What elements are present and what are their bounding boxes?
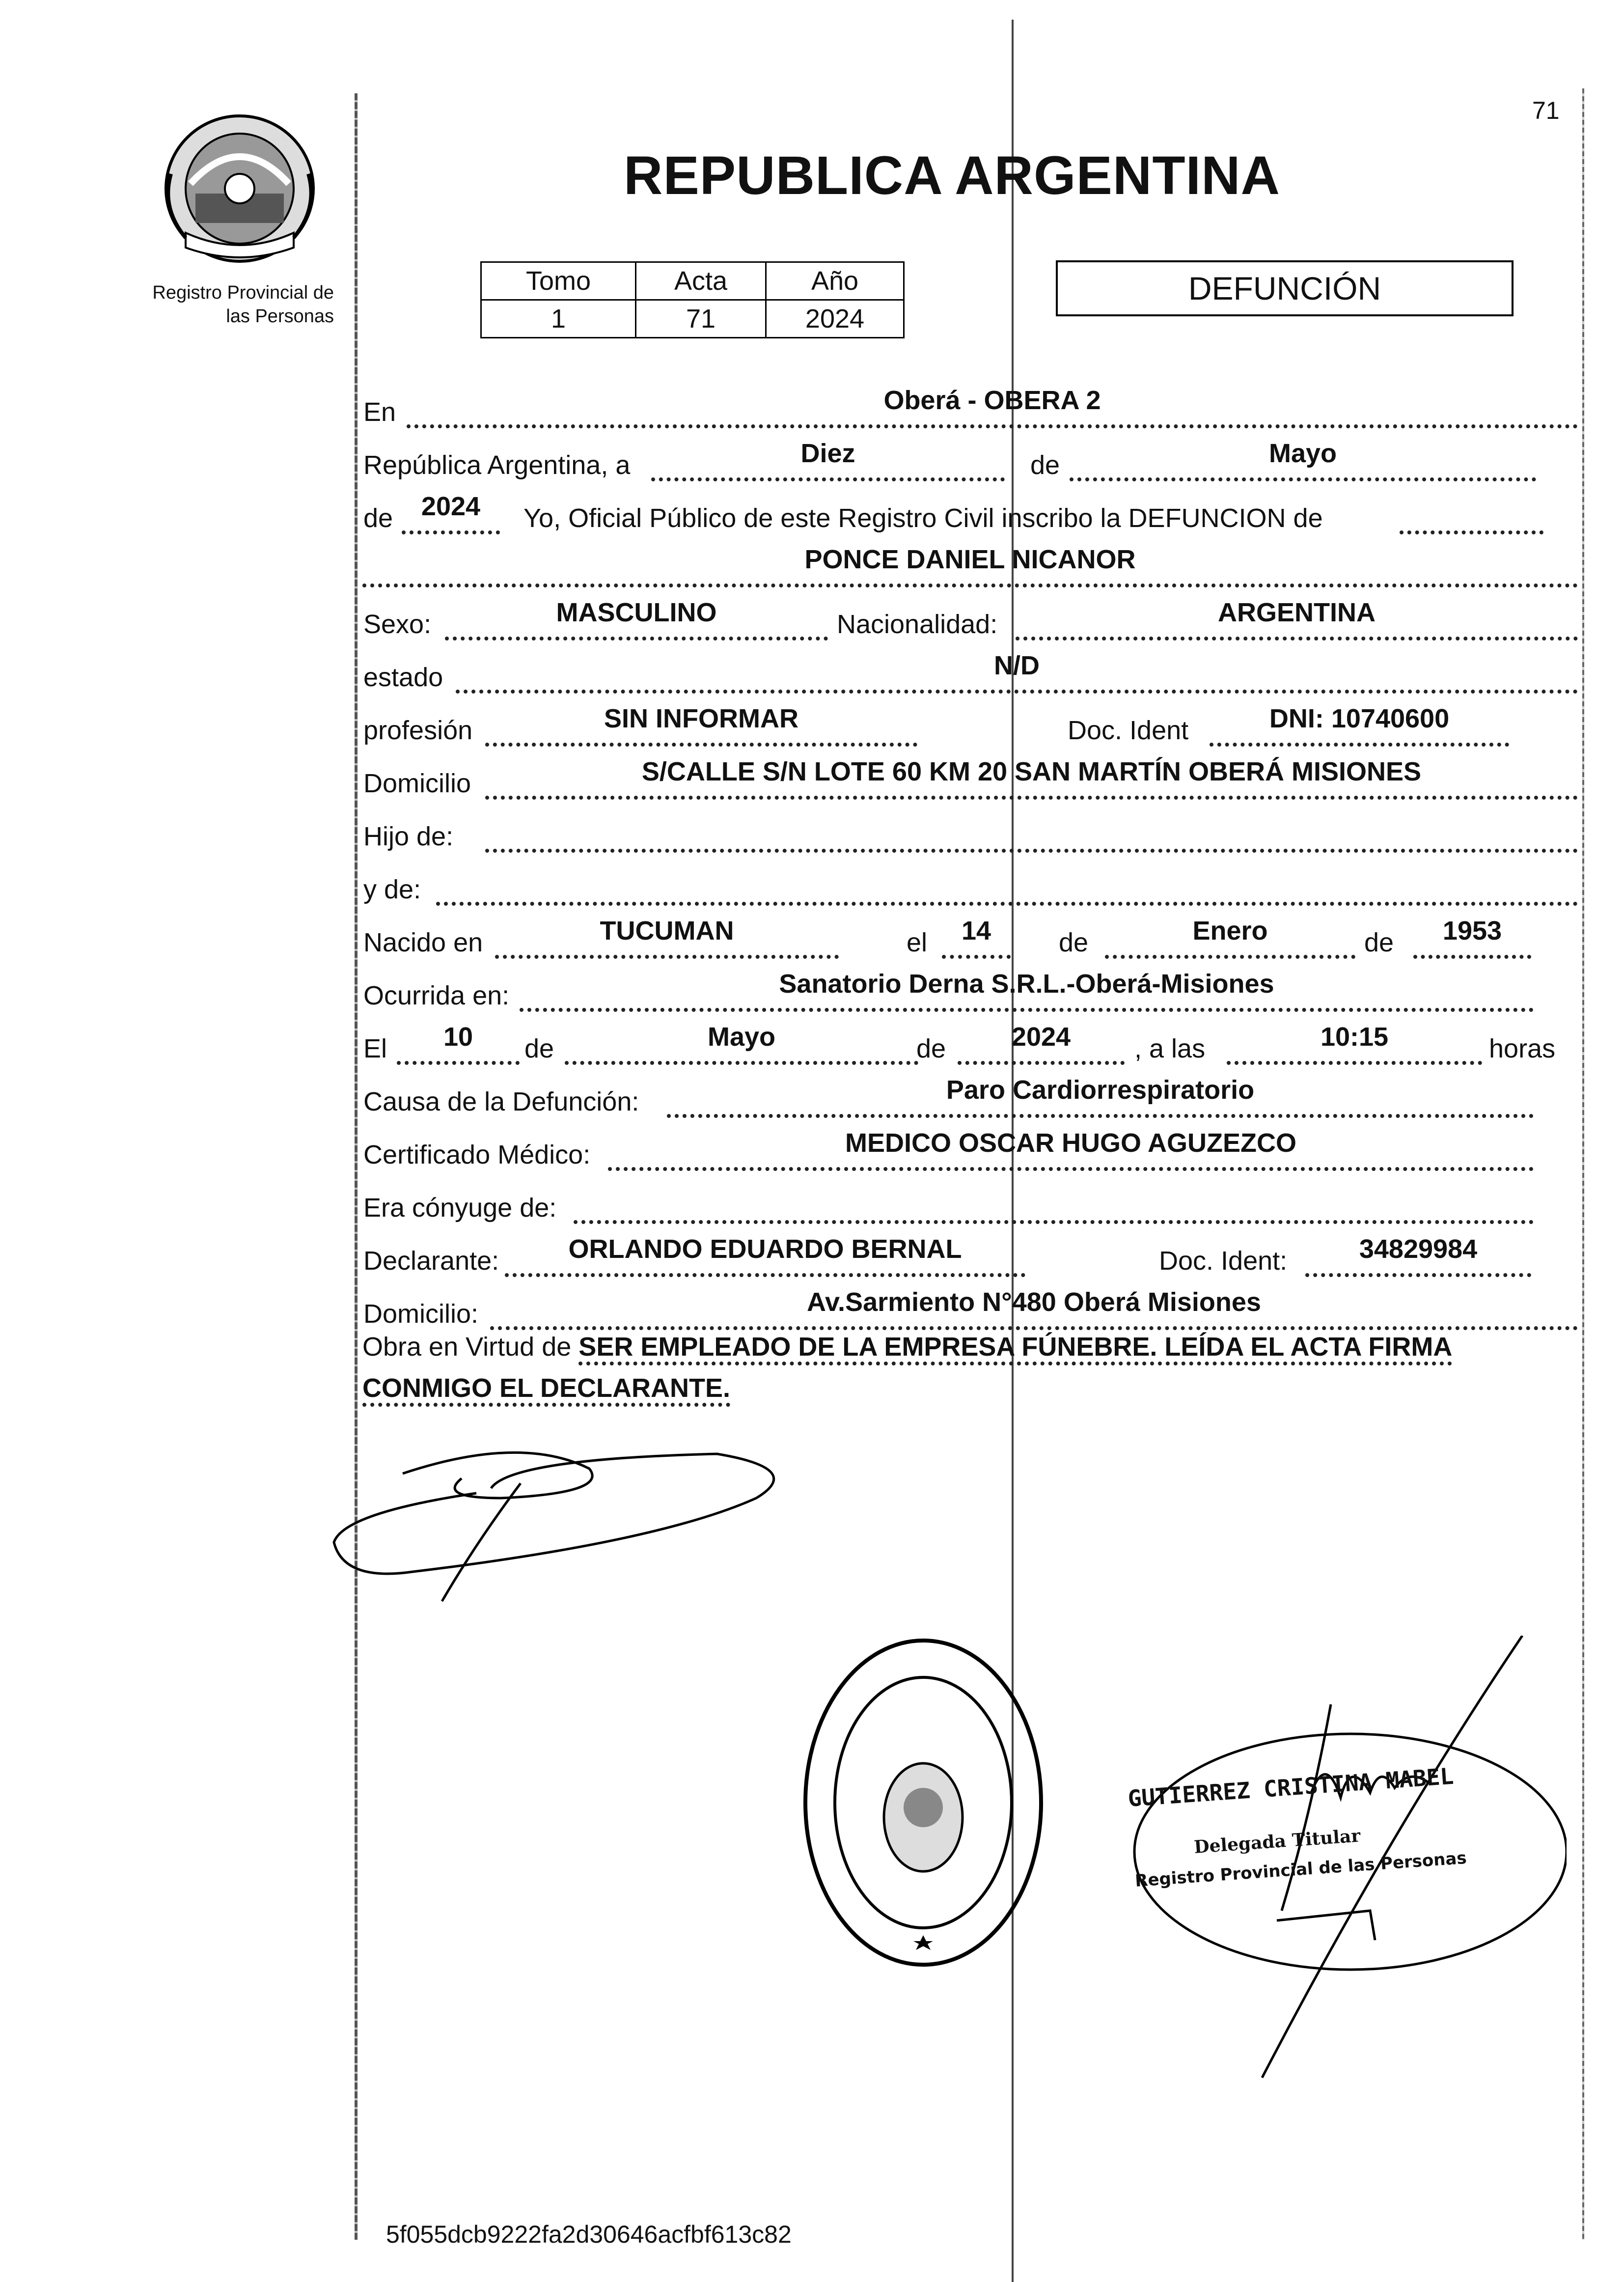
- document-title: REPUBLICA ARGENTINA: [624, 145, 1280, 206]
- label-declarante: Declarante:: [363, 1246, 499, 1276]
- field-yde: [436, 863, 1578, 906]
- field-dia: [651, 438, 1005, 481]
- record-table-header: [481, 262, 904, 300]
- header-acta: Acta: [636, 262, 766, 300]
- agency-name: [123, 281, 334, 328]
- label-domicilio-2: Domicilio:: [363, 1299, 479, 1329]
- field-causa: [667, 1075, 1534, 1118]
- value-domicilio-2: Av.Sarmiento N°480 Oberá Misiones: [807, 1287, 1261, 1317]
- value-nacionalidad: ARGENTINA: [1218, 598, 1376, 627]
- label-el-de-2: de: [916, 1034, 946, 1063]
- label-el-de-1: de: [524, 1034, 554, 1063]
- value-anio: 2024: [421, 492, 481, 521]
- field-nombre: [362, 544, 1578, 587]
- value-doc: DNI: 10740600: [1269, 704, 1450, 733]
- value-mes: Mayo: [1268, 439, 1337, 468]
- label-fecha: República Argentina, a: [363, 450, 631, 480]
- label-de-1: de: [1059, 928, 1089, 957]
- value-declarante: ORLANDO EDUARDO BERNAL: [568, 1234, 962, 1264]
- field-profesion: [485, 703, 917, 747]
- value-estado: N/D: [994, 651, 1040, 680]
- label-hijo: Hijo de:: [363, 822, 454, 851]
- header-tomo: Tomo: [481, 262, 636, 300]
- value-nac-anio: 1953: [1442, 916, 1502, 946]
- row-anio: [362, 489, 1578, 540]
- label-de-2: de: [1364, 928, 1394, 957]
- label-nacionalidad: Nacionalidad:: [837, 610, 998, 639]
- label-inscribo: Yo, Oficial Público de este Registro Civil inscribo la DEFUNCION de: [523, 503, 1323, 533]
- declarant-signature: [314, 1415, 805, 1621]
- row-domicilio: [362, 754, 1578, 806]
- label-horas: horas: [1489, 1034, 1556, 1063]
- field-el-dia: [397, 1022, 520, 1065]
- value-dia: Diez: [800, 439, 855, 468]
- row-estado: [362, 648, 1578, 699]
- label-anio-de: de: [363, 503, 393, 533]
- officer-name-stamp: GUTIERREZ CRISTINA MABEL: [1127, 1762, 1455, 1812]
- label-doc-ident: Doc. Ident: [1068, 716, 1189, 745]
- row-causa: [362, 1073, 1578, 1124]
- label-en: En: [363, 397, 396, 427]
- label-obra: Obra en Virtud de: [362, 1332, 572, 1362]
- label-sexo: Sexo:: [363, 610, 432, 639]
- row-nacido: [362, 914, 1578, 965]
- value-obra: SER EMPLEADO DE LA EMPRESA FÚNEBRE. LEÍDA EL ACTA FIRMA CONMIGO EL DECLARANTE.: [362, 1332, 1452, 1407]
- value-ocurrida: Sanatorio Derna S.R.L.-Oberá-Misiones: [779, 969, 1274, 999]
- value-hora: 10:15: [1320, 1022, 1389, 1052]
- row-profesion: [362, 701, 1578, 752]
- field-nac-mes: [1105, 916, 1355, 959]
- field-domicilio-2: [490, 1287, 1578, 1330]
- officer-office-stamp: Registro Provincial de las Personas: [1134, 1848, 1467, 1891]
- label-certificado: Certificado Médico:: [363, 1140, 591, 1169]
- label-ocurrida: Ocurrida en:: [363, 981, 510, 1010]
- field-certificado: [608, 1128, 1534, 1171]
- value-profesion: SIN INFORMAR: [604, 704, 798, 733]
- field-en: [407, 385, 1578, 428]
- field-nac-anio: [1413, 916, 1531, 959]
- value-el-anio: 2024: [1011, 1022, 1071, 1052]
- value-el-dia: 10: [443, 1022, 473, 1052]
- row-el: [362, 1020, 1578, 1071]
- value-lugar: TUCUMAN: [600, 916, 734, 946]
- value-acta: 71: [636, 300, 766, 338]
- right-margin-line: [1582, 88, 1584, 2240]
- label-estado: estado: [363, 663, 443, 692]
- row-ocurrida: [362, 967, 1578, 1018]
- row-nombre: [362, 542, 1578, 593]
- label-a-las: , a las: [1134, 1034, 1206, 1063]
- label-el: el: [907, 928, 928, 957]
- label-el-fecha: El: [363, 1034, 387, 1063]
- row-declarante: [362, 1232, 1578, 1283]
- value-nac-mes: Enero: [1192, 916, 1268, 946]
- row-conyuge: [362, 1179, 1578, 1230]
- row-yde: [362, 861, 1578, 912]
- field-nacionalidad: [1016, 597, 1578, 640]
- label-nacido: Nacido en: [363, 928, 483, 957]
- value-causa: Paro Cardiorrespiratorio: [946, 1075, 1255, 1105]
- field-estado: [456, 650, 1578, 694]
- field-blank: [1400, 491, 1543, 534]
- field-sexo: [445, 597, 828, 640]
- obra-paragraph: [362, 1326, 1578, 1409]
- officer-role-stamp: Delegada Titular: [1193, 1825, 1361, 1858]
- field-domicilio: [485, 756, 1578, 800]
- field-declarante: [505, 1234, 1025, 1277]
- field-lugar: [495, 916, 839, 959]
- field-conyuge: [574, 1181, 1534, 1224]
- record-table: [480, 261, 905, 338]
- label-domicilio: Domicilio: [363, 769, 471, 798]
- field-el-mes: [565, 1022, 918, 1065]
- value-en: Oberá - OBERA 2: [883, 386, 1101, 415]
- field-hijo: [485, 809, 1578, 853]
- label-de: de: [1030, 450, 1060, 480]
- label-yde: y de:: [363, 875, 421, 904]
- field-decl-doc: [1305, 1234, 1531, 1277]
- row-fecha: [362, 436, 1578, 487]
- value-tomo: 1: [481, 300, 636, 338]
- field-mes: [1070, 438, 1536, 481]
- field-hora: [1227, 1022, 1482, 1065]
- value-sexo: MASCULINO: [556, 598, 717, 627]
- province-shield-logo: [156, 110, 323, 265]
- field-ocurrida: [520, 969, 1534, 1012]
- delegation-seal: [796, 1626, 1051, 1989]
- agency-line-1: Registro Provincial de: [152, 282, 334, 303]
- field-doc: [1210, 703, 1509, 747]
- row-en: [362, 383, 1578, 434]
- agency-line-2: las Personas: [226, 306, 334, 327]
- record-type-box: DEFUNCIÓN: [1056, 260, 1514, 316]
- label-causa: Causa de la Defunción:: [363, 1087, 639, 1116]
- header-anio: Año: [766, 262, 904, 300]
- page-number: 71: [1532, 97, 1560, 124]
- value-decl-doc: 34829984: [1359, 1234, 1478, 1264]
- left-margin-line: [355, 93, 358, 2240]
- field-nac-dia: [942, 916, 1011, 959]
- row-certificado: [362, 1126, 1578, 1177]
- value-nac-dia: 14: [961, 916, 991, 946]
- row-hijo: [362, 807, 1578, 859]
- label-profesion: profesión: [363, 716, 473, 745]
- field-anio: [402, 491, 500, 534]
- value-nombre: PONCE DANIEL NICANOR: [804, 545, 1136, 574]
- record-table-values: [481, 300, 904, 338]
- document-hash: 5f055dcb9222fa2d30646acfbf613c82: [386, 2221, 792, 2248]
- value-certificado: MEDICO OSCAR HUGO AGUZEZCO: [845, 1128, 1296, 1158]
- value-anio: 2024: [766, 300, 904, 338]
- field-el-anio: [958, 1022, 1125, 1065]
- label-decl-doc: Doc. Ident:: [1159, 1246, 1288, 1276]
- value-domicilio: S/CALLE S/N LOTE 60 KM 20 SAN MARTÍN OBERÁ MISIONES: [641, 757, 1422, 786]
- row-sexo: [362, 595, 1578, 646]
- value-el-mes: Mayo: [707, 1022, 776, 1052]
- label-conyuge: Era cónyuge de:: [363, 1193, 557, 1223]
